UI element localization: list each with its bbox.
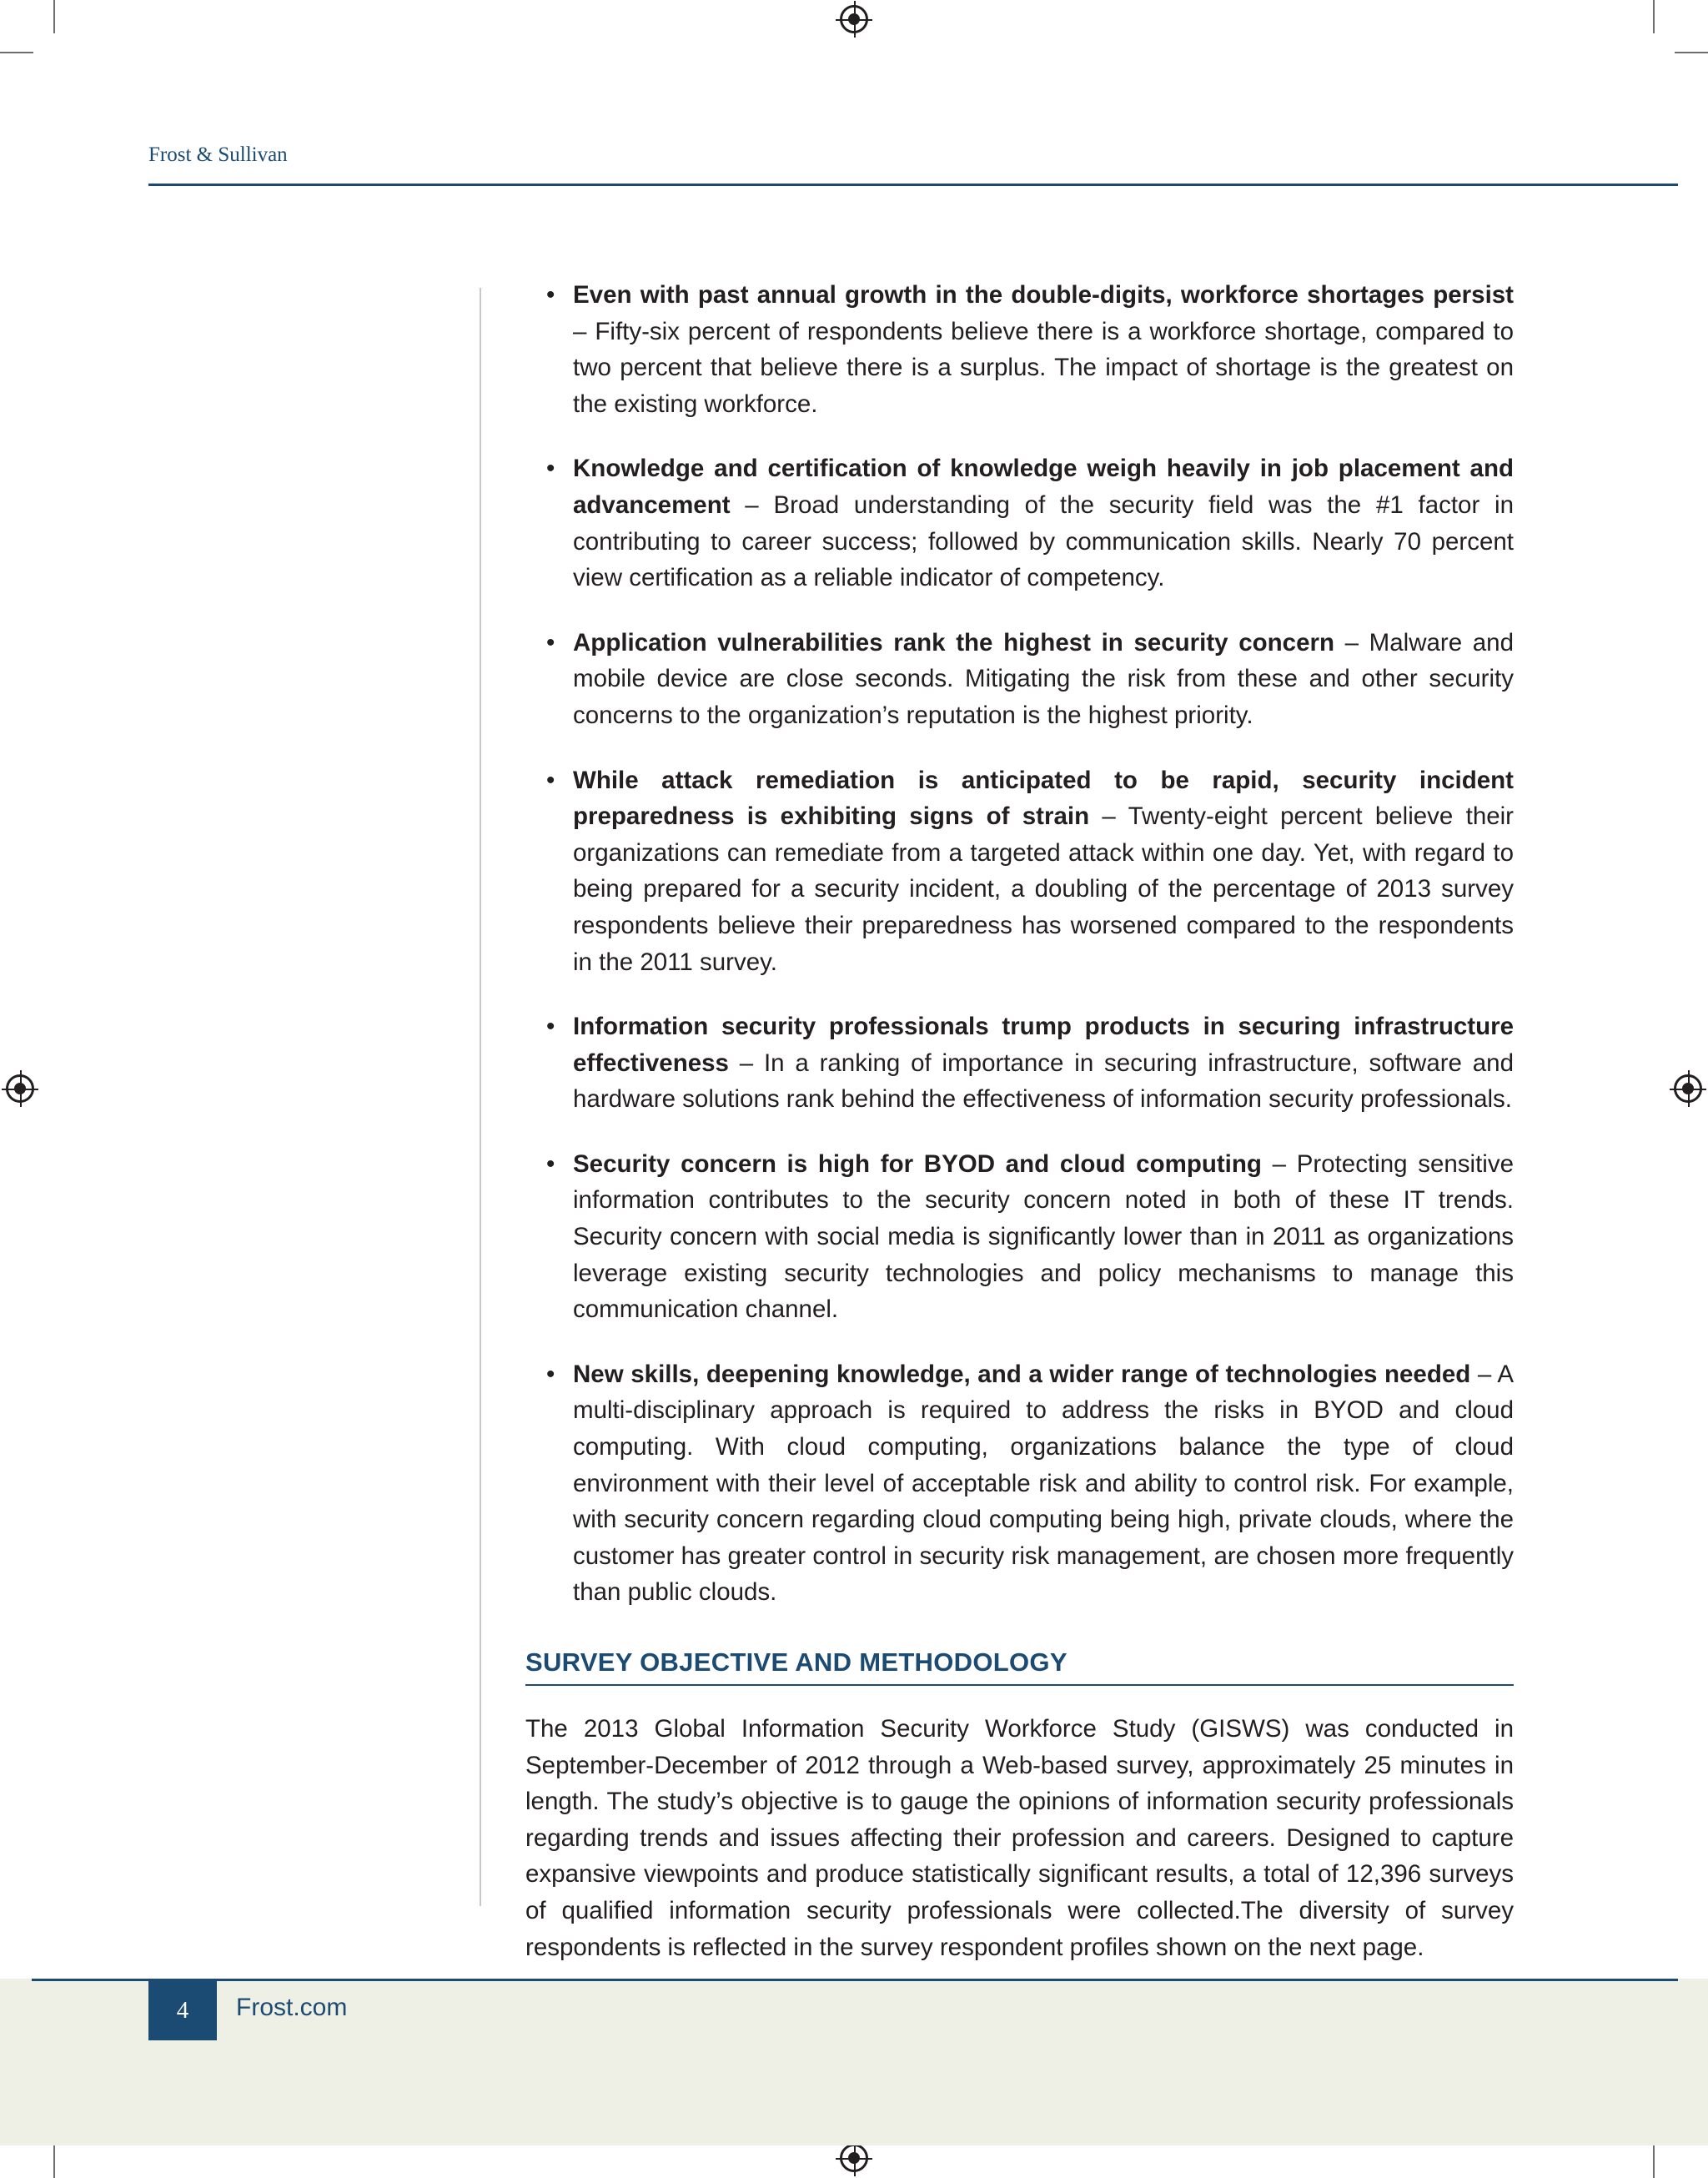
bullet: • bbox=[546, 628, 555, 656]
registration-mark-icon bbox=[1674, 1074, 1702, 1103]
bullet: • bbox=[546, 1013, 555, 1041]
bullet: • bbox=[546, 766, 555, 794]
bullet: • bbox=[546, 1360, 555, 1388]
finding-heading: Security concern is high for BYOD and cloud computing bbox=[573, 1149, 1262, 1178]
section-body: The 2013 Global Information Security Workforce Study (GISWS) was conducted in September-December of 2012 through a Web-based survey, approximately 25 minutes in length. The study’s objective is to gauge the opinions of information security professionals regarding trends and issues affecting their profession and careers. Designed to capture expansive viewpoints and produce statistically significant results, a total of 12,396 surveys of qualified information security professionals were collected.The diversity of survey respondents is reflected in the survey respondent profiles shown on the next page. bbox=[525, 1715, 1514, 1961]
footer-site-link[interactable]: Frost.com bbox=[236, 1994, 348, 2021]
finding-heading: Knowledge and certification of knowledge weigh heavily in job placement and advancement bbox=[573, 455, 1514, 519]
registration-mark-icon bbox=[6, 1074, 34, 1103]
dash: – bbox=[573, 317, 595, 345]
crop-mark bbox=[1653, 0, 1655, 33]
bullet: • bbox=[546, 455, 555, 483]
crop-mark bbox=[53, 0, 55, 33]
finding-heading: While attack remediation is anticipated to be rapid, security incident preparedness is exhibiting signs of strain bbox=[573, 766, 1514, 831]
finding-body: Twenty-eight percent believe their organizations can remediate from a targeted attack within one day. Yet, with regard to being prepared for a security incident, a doubling of the percentage of 2013 survey respondents believe their preparedness has worsened compared to the respondents in the 2011 survey. bbox=[573, 802, 1515, 976]
dash: – bbox=[730, 490, 774, 519]
section-rule bbox=[525, 1684, 1514, 1686]
finding-heading: Information security professionals trump products in securing infrastructure effectiveness bbox=[573, 1013, 1514, 1077]
page-number: 4 bbox=[148, 1981, 217, 2040]
finding-item bbox=[525, 1146, 1514, 1328]
finding-body: Malware and mobile device are close seconds. Mitigating the risk from these and other security concerns to the organization’s reputation is the highest priority. bbox=[573, 628, 1514, 729]
registration-mark-icon bbox=[840, 2144, 868, 2172]
header-rule bbox=[148, 184, 1678, 186]
crop-mark bbox=[0, 52, 33, 53]
finding-item bbox=[525, 450, 1514, 596]
section-heading: SURVEY OBJECTIVE AND METHODOLOGY bbox=[525, 1647, 1068, 1677]
finding-item bbox=[525, 762, 1514, 981]
finding-heading: New skills, deepening knowledge, and a wider range of technologies needed bbox=[573, 1360, 1471, 1388]
finding-body: Protecting sensitive information contributes to the security concern noted in both of these IT trends. Security concern with social media is significantly lower than in 2011 as organizations leverage existing security technologies and policy mechanisms to manage this communication channel. bbox=[573, 1149, 1514, 1324]
finding-heading: Even with past annual growth in the double-digits, workforce shortages persist bbox=[573, 281, 1514, 309]
finding-heading: Application vulnerabilities rank the highest in security concern bbox=[573, 628, 1334, 656]
crop-mark bbox=[1675, 52, 1708, 53]
finding-item bbox=[525, 1356, 1514, 1611]
finding-item bbox=[525, 1009, 1514, 1118]
crop-mark bbox=[53, 2145, 55, 2178]
registration-mark-icon bbox=[840, 5, 868, 33]
dash: – bbox=[728, 1049, 764, 1077]
footer-rule bbox=[32, 1979, 1678, 1981]
finding-item bbox=[525, 625, 1514, 734]
finding-body: Fifty-six percent of respondents believe there is a workforce shortage, compared to two percent that believe there is a surplus. The impact of shortage is the greatest on the existing workforce. bbox=[573, 317, 1514, 418]
column-divider bbox=[480, 288, 481, 1906]
bullet: • bbox=[546, 1149, 555, 1178]
dash: – bbox=[1261, 1149, 1297, 1178]
main-content bbox=[525, 277, 1514, 1965]
header-brand: Frost & Sullivan bbox=[148, 143, 288, 166]
crop-mark bbox=[1653, 2145, 1655, 2178]
dash: – bbox=[1470, 1360, 1498, 1388]
dash: – bbox=[1334, 628, 1369, 656]
key-findings-list bbox=[525, 277, 1514, 1611]
finding-body: A multi-disciplinary approach is required to address the risks in BYOD and cloud computing. With cloud computing, organizations balance the type of cloud environment with their level of acceptable risk and ability to control risk. For example, with security concern regarding cloud computing being high, private clouds, where the customer has greater control in security risk management, are chosen more frequently than public clouds. bbox=[573, 1360, 1514, 1607]
finding-body: In a ranking of importance in securing infrastructure, software and hardware solutions rank behind the effectiveness of information security professionals. bbox=[573, 1049, 1514, 1114]
finding-item bbox=[525, 277, 1514, 422]
finding-body: Broad understanding of the security field was the #1 factor in contributing to career success; followed by communication skills. Nearly 70 percent view certification as a reliable indicator of competency. bbox=[573, 490, 1514, 592]
dash: – bbox=[1089, 802, 1128, 831]
bullet: • bbox=[546, 281, 555, 309]
